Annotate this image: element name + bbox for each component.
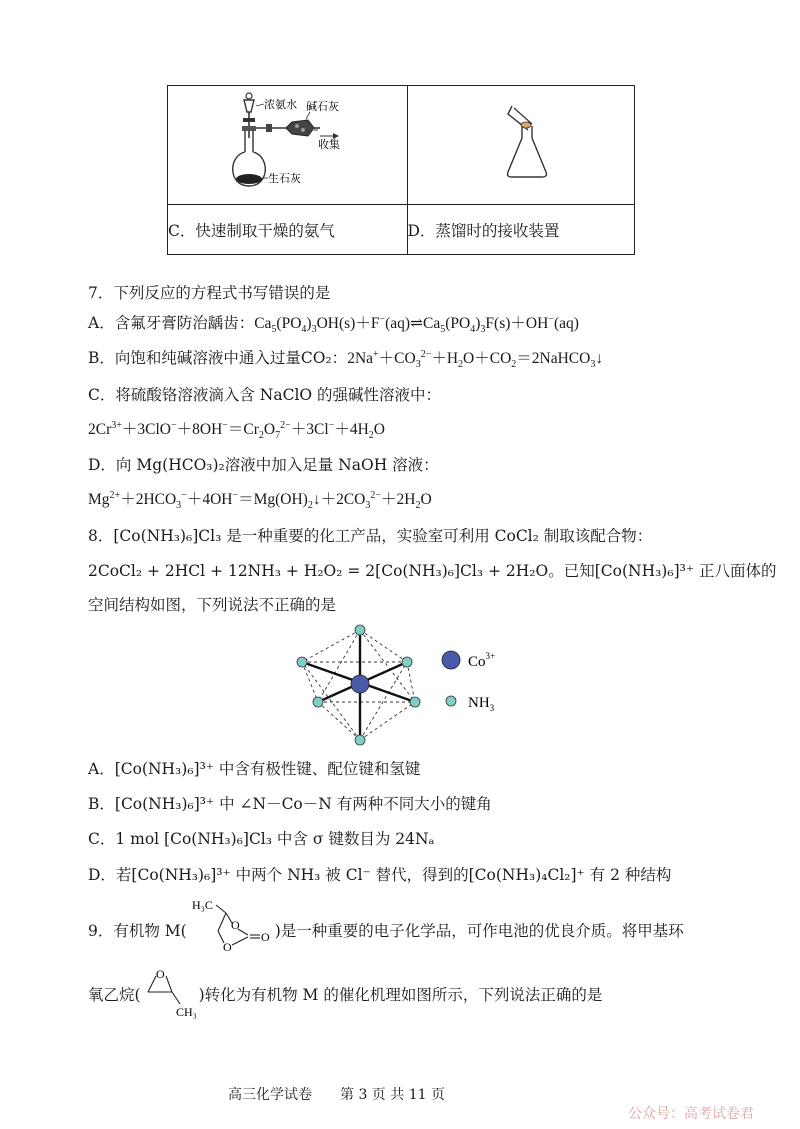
q7-option-a: [88, 313, 579, 334]
octahedron-diagram: [290, 620, 540, 750]
legend-nh3-label: $NH_3$: [468, 695, 495, 713]
q8-option-c: C．1 mol [Co(NH₃)₆]Cl₃ 中含 σ 键数目为 24Nₐ: [88, 830, 435, 848]
nh3-ligand-left-front: [313, 697, 323, 707]
label-quicklime: 生石灰: [268, 172, 301, 185]
co-center-atom: [351, 675, 369, 693]
label-ammonia-water: 浓氨水: [264, 98, 297, 111]
ammonia-apparatus-diagram: [168, 86, 406, 200]
q9-stem-c: 氧乙烷(: [88, 986, 141, 1004]
legend-nh3-marker: [446, 696, 456, 706]
label-soda-lime: 碱石灰: [306, 100, 339, 113]
nh3-ligand-right-back: [402, 657, 412, 667]
apparatus-d-cell: [407, 86, 635, 205]
q8-stem-end: 正确的是: [274, 596, 337, 614]
methyl-oxirane-structure: [140, 962, 204, 1020]
caption-d: D．蒸馏时的接收装置: [407, 205, 635, 255]
q8-stem-line2: 2CoCl₂ + 2HCl + 12NH₃ + H₂O₂ = 2[Co(NH₃)₆]Cl₃ + 2H₂O。已知[Co(NH₃)₆]³⁺ 正八面体的: [88, 562, 777, 580]
q8-stem-part: 空间结构如图，下列说法: [88, 596, 259, 614]
nh3-ligand-bottom: [355, 735, 365, 745]
legend-co-marker: [442, 651, 460, 669]
label-collect: 收集: [318, 138, 340, 151]
q7-stem: 7．下列反应的方程式书写错误的是: [88, 284, 331, 302]
watermark: 公众号：高考试卷君: [628, 1106, 754, 1122]
q7-option-c: C．将硫酸铬溶液滴入含 NaClO 的强碱性溶液中：: [88, 386, 442, 404]
m-ring-oxygen-bottom: O: [223, 940, 232, 954]
q8-option-d: D．若[Co(NH₃)₆]³⁺ 中两个 NH₃ 被 Cl⁻ 替代，得到的[Co(NH₃)₄Cl₂]⁺ 有 2 种结构: [88, 866, 672, 884]
caption-c: C．快速制取干燥的氨气: [168, 205, 408, 255]
q8-option-a: A．[Co(NH₃)₆]³⁺ 中含有极性键、配位键和氢键: [88, 760, 421, 778]
page-footer: 高三化学试卷 第 3 页 共 11 页: [228, 1087, 445, 1103]
molecule-m-structure: [188, 893, 280, 955]
q7-c-formula: $2Cr^{3+}+3ClO^-+8OH^-=Cr_2O_7^{2-}+3Cl^-+4H_2O$: [88, 419, 385, 442]
q9-stem-line1: [88, 921, 684, 941]
q7-b-text: B．向饱和纯碱溶液中通入过量CO₂：: [88, 349, 348, 367]
m-ring-oxygen-top: O: [231, 918, 240, 932]
apparatus-c-cell: [168, 86, 408, 205]
q7-d-formula: $Mg^{2+}+2HCO_3^-+4OH^-=Mg(OH)_2↓+2CO_3^{2-}+2H_2O$: [88, 489, 432, 512]
q7-b-formula: $2Na^++CO_3^{2-}+H_2O+CO_2=2NaHCO_3↓$: [347, 348, 604, 371]
q7-option-d: D．向 Mg(HCO₃)₂溶液中加入足量 NaOH 溶液：: [88, 456, 439, 474]
q8-emphasis-not: 不: [258, 596, 275, 614]
apparatus-table: [167, 85, 635, 255]
q7-a-formula: $Ca_5(PO_4)_3OH(s)+F^-(aq)\rightleftharpoons Ca_5(PO_4)_3F(s)+OH^-(aq)$: [254, 313, 579, 336]
m-methyl-label: H₃C: [192, 898, 213, 912]
oxirane-methyl-label: CH₃: [176, 1005, 197, 1019]
q9-stem-b: )是一种重要的电子化学品，可作电池的优良介质。将甲基环: [274, 922, 684, 940]
q7-a-text: A．含氟牙膏防治龋齿：: [88, 314, 255, 332]
receiving-flask-diagram: [408, 86, 634, 200]
q9-stem-d: )转化为有机物 M 的催化机理如图所示，下列说法正确的是: [198, 986, 603, 1004]
oxirane-oxygen: O: [156, 967, 165, 981]
q8-option-b: B．[Co(NH₃)₆]³⁺ 中 ∠N－Co－N 有两种不同大小的键角: [88, 795, 492, 813]
m-carbonyl-oxygen: O: [261, 930, 270, 944]
legend-co-label: $Co^{3+}$: [468, 651, 496, 670]
q8-stem-line3: [88, 595, 336, 615]
q8-stem-line1: 8．[Co(NH₃)₆]Cl₃ 是一种重要的化工产品，实验室可利用 CoCl₂ 制取该配合物：: [88, 527, 653, 545]
q9-stem-a: 9．有机物 M(: [88, 922, 187, 940]
nh3-ligand-top: [355, 625, 365, 635]
q7-option-b: [88, 348, 603, 369]
nh3-ligand-right-front: [410, 697, 420, 707]
nh3-ligand-left-back: [297, 657, 307, 667]
